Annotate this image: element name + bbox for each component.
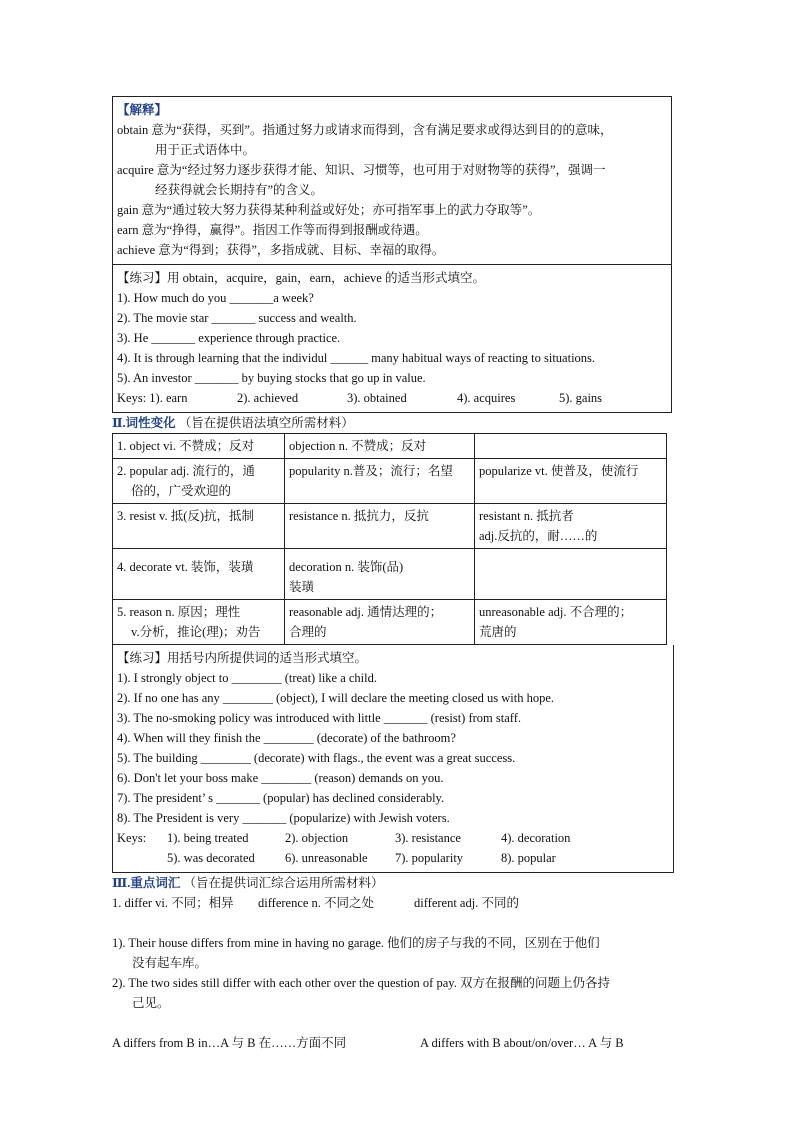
cell-line: unreasonable adj. 不合理的； <box>479 605 633 619</box>
key-item: 3). obtained <box>347 391 407 405</box>
example-1-cont: 没有起车库。 <box>132 956 208 970</box>
differ-word-forms <box>112 893 672 913</box>
word-form: difference n. 不同之处 <box>258 896 375 910</box>
cell-line: 装璜 <box>289 580 315 594</box>
word-form: different adj. 不同的 <box>414 896 519 910</box>
key-item: Keys: <box>117 831 147 845</box>
section-3-title: Ⅲ.重点词汇 <box>112 876 181 890</box>
table-cell <box>113 600 285 645</box>
word-forms-table <box>112 433 667 645</box>
table-cell: 3. resist v. 抵(反)抗，抵制 <box>113 504 285 549</box>
key-item: 2). objection <box>285 831 349 845</box>
key-item: 5). gains <box>559 391 603 405</box>
table-row <box>113 549 667 600</box>
exercise-2-item: 6). Don't let your boss make ________ (reason) demands on you. <box>117 771 444 785</box>
table-cell: resistance n. 抵抗力，反抗 <box>285 504 475 549</box>
cell-line: decoration n. 装饰(品) <box>289 560 404 574</box>
table-cell <box>113 459 285 504</box>
cell-line: resistant n. 抵抗者 <box>479 509 574 523</box>
word-form: 1. differ vi. 不同；相异 <box>112 896 234 910</box>
table-row <box>113 434 667 459</box>
exercise-2-keys-row-1 <box>117 828 669 848</box>
example-2: 2). The two sides still differ with each other over the question of pay. 双方在报酬的问题上仍各持 <box>112 976 610 990</box>
table-cell: popularize vt. 使普及，使流行 <box>475 459 667 504</box>
exercise-2-item: 1). I strongly object to ________ (treat) like a child. <box>117 671 378 685</box>
section-2-note: （旨在提供语法填空所需材料） <box>178 416 354 430</box>
key-item: 4). decoration <box>501 831 571 845</box>
exercise-2-item: 2). If no one has any ________ (object), I will declare the meeting closed us with hope. <box>117 691 555 705</box>
exercise-1-item: 4). It is through learning that the individul ______ many habitual ways of reacting to situations. <box>117 351 596 365</box>
table-cell <box>475 549 667 600</box>
exercise-2-item: 7). The president’ s _______ (popular) has declined considerably. <box>117 791 445 805</box>
earn-definition: earn 意为“挣得，赢得”。指因工作等而得到报酬或待遇。 <box>117 223 428 237</box>
exercise-2-item: 4). When will they finish the ________ (decorate) of the bathroom? <box>117 731 456 745</box>
key-item: 8). popular <box>501 851 556 865</box>
cell-line: 合理的 <box>289 625 327 639</box>
key-item: 2). achieved <box>237 391 299 405</box>
key-item: Keys: 1). earn <box>117 391 188 405</box>
table-row <box>113 459 667 504</box>
table-cell: 1. object vi. 不赞成；反对 <box>113 434 285 459</box>
section-2-title: Ⅱ.词性变化 <box>112 416 176 430</box>
explanation-box <box>112 96 672 265</box>
cell-line: 俗的，广受欢迎的 <box>131 484 232 498</box>
example-1: 1). Their house differs from mine in having no garage. 他们的房子与我的不同，区别在于他们 <box>112 936 600 950</box>
exercise-1-item: 2). The movie star _______ success and wealth. <box>117 311 357 325</box>
exercise-2-box <box>112 645 674 873</box>
section-2-heading <box>112 413 672 433</box>
table-cell <box>475 504 667 549</box>
exercise-2-item: 8). The President is very _______ (popularize) with Jewish voters. <box>117 811 450 825</box>
table-cell: popularity n.普及；流行；名望 <box>285 459 475 504</box>
key-item: 1). being treated <box>167 831 249 845</box>
achieve-definition: achieve 意为“得到；获得”，多指成就、目标、幸福的取得。 <box>117 243 445 257</box>
exercise-2-keys-row-2 <box>117 848 669 868</box>
key-item: 7). popularity <box>395 851 464 865</box>
table-cell: objection n. 不赞成；反对 <box>285 434 475 459</box>
exercise-2-title: 【练习】用括号内所提供词的适当形式填空。 <box>117 651 368 665</box>
exercise-1-item: 1). How much do you _______a week? <box>117 291 314 305</box>
cell-line: v.分析，推论(理)；劝告 <box>131 625 261 639</box>
section-3-heading <box>112 873 672 893</box>
exercise-1-item: 5). An investor _______ by buying stocks that go up in value. <box>117 371 426 385</box>
table-row <box>113 504 667 549</box>
document-page <box>112 96 672 1053</box>
obtain-definition-cont: 用于正式语体中。 <box>155 143 256 157</box>
example-2-cont: 己见。 <box>132 996 170 1010</box>
table-cell <box>475 600 667 645</box>
section-3-note: （旨在提供词汇综合运用所需材料） <box>183 876 384 890</box>
obtain-definition: obtain 意为“获得，买到”。指通过努力或请求而得到，含有满足要求或得达到目的的意味， <box>117 123 613 137</box>
acquire-definition-cont: 经获得就会长期持有”的含义。 <box>155 183 324 197</box>
cell-line: 5. reason n. 原因；理性 <box>117 605 241 619</box>
explanation-title: 【解释】 <box>117 103 168 117</box>
exercise-1-box <box>112 265 672 413</box>
key-item: 6). unreasonable <box>285 851 368 865</box>
exercise-2-item: 3). The no-smoking policy was introduced with little _______ (resist) from staff. <box>117 711 521 725</box>
gain-definition: gain 意为“通过较大努力获得某种利益或好处；亦可指军事上的武力夺取等”。 <box>117 203 541 217</box>
key-item: 4). acquires <box>457 391 516 405</box>
cell-line: 荒唐的 <box>479 625 517 639</box>
table-cell <box>285 600 475 645</box>
cell-line: reasonable adj. 通情达理的； <box>289 605 443 619</box>
usage-pattern <box>112 1033 672 1053</box>
key-item: 5). was decorated <box>167 851 255 865</box>
table-cell <box>475 434 667 459</box>
acquire-definition: acquire 意为“经过努力逐步获得才能、知识、习惯等，也可用于对财物等的获得”，强调一 <box>117 163 606 177</box>
pattern-item: A differs with B about/on/over… A 与 B <box>420 1036 624 1050</box>
cell-line: 2. popular adj. 流行的，通 <box>117 464 255 478</box>
exercise-1-title: 【练习】用 obtain，acquire，gain，earn，achieve 的适当形式填空。 <box>117 271 485 285</box>
table-cell: 4. decorate vt. 装饰，装璜 <box>113 549 285 600</box>
key-item: 3). resistance <box>395 831 461 845</box>
cell-line: adj.反抗的，耐……的 <box>479 529 598 543</box>
table-row <box>113 600 667 645</box>
exercise-1-item: 3). He _______ experience through practice. <box>117 331 341 345</box>
table-cell <box>285 549 475 600</box>
exercise-1-keys <box>117 388 667 408</box>
exercise-2-item: 5). The building ________ (decorate) with flags., the event was a great success. <box>117 751 516 765</box>
pattern-item: A differs from B in…A 与 B 在……方面不同 <box>112 1036 347 1050</box>
